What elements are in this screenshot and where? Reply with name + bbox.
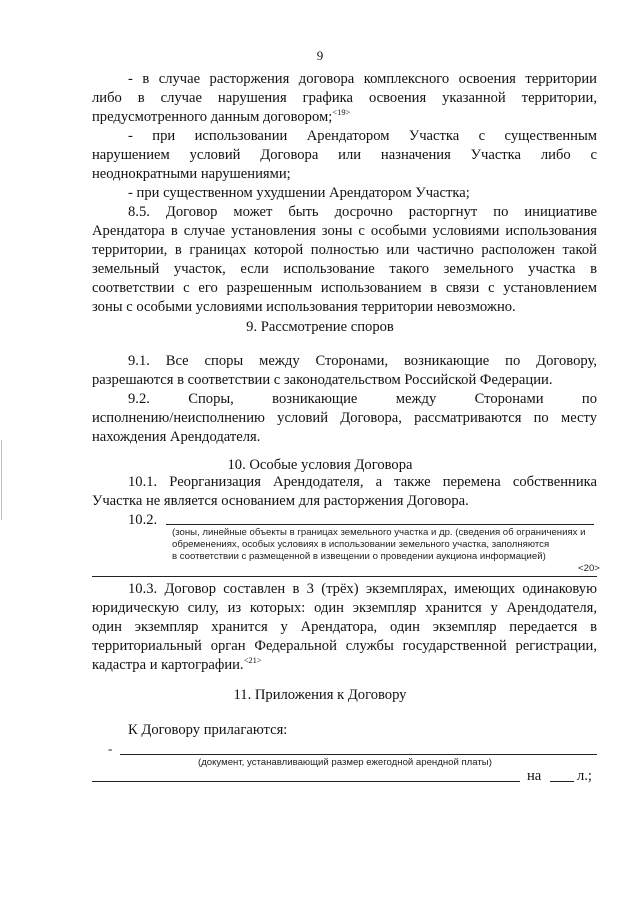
- text-line-content: предусмотренного данным договором;: [92, 109, 333, 125]
- text-line: исполнению/неисполнению условий Договора, рассматриваются по месту: [92, 410, 597, 426]
- footnote-ref: <20>: [578, 563, 600, 574]
- attachment-caption: (документ, устанавливающий размер ежегодной арендной платы): [198, 757, 492, 768]
- text-line: 9.1. Все споры между Сторонами, возникающие по Договору,: [128, 353, 597, 369]
- text-line: нахождения Арендодателя.: [92, 429, 261, 445]
- text-line-content: кадастра и картографии.: [92, 657, 244, 673]
- footnote-ref: <21>: [243, 656, 262, 666]
- attachments-intro: К Договору прилагаются:: [128, 722, 288, 738]
- on-label: на: [527, 768, 542, 784]
- footnote-ref: <19>: [332, 108, 351, 118]
- text-line: - при существенном ухудшении Арендатором Участка;: [128, 185, 470, 201]
- text-line: юридическую силу, из которых: один экземпляр хранится у Арендодателя,: [92, 600, 597, 616]
- sheet-count-line: [550, 781, 574, 782]
- note-line: (зоны, линейные объекты в границах земельного участка и др. (сведения об ограничениях и: [172, 527, 586, 538]
- text-line: зоны с особыми условиями использования территории невозможно.: [92, 299, 516, 315]
- text-line: 9.2. Споры, возникающие между Сторонами по: [128, 391, 597, 407]
- fill-in-line: [92, 781, 520, 782]
- text-line: - при использовании Арендатором Участка с существенным: [128, 128, 597, 144]
- text-line: неоднократными нарушениями;: [92, 166, 291, 182]
- text-line: один экземпляр хранится у Арендатора, один экземпляр передается в: [92, 619, 597, 635]
- text-line: 10.3. Договор составлен в 3 (трёх) экземплярах, имеющих одинаковую: [128, 581, 597, 597]
- text-line: 8.5. Договор может быть досрочно расторгнут по инициативе: [128, 204, 597, 220]
- text-line: земельный участок, если использование такого земельного участка в: [92, 261, 597, 277]
- paragraph-termination-complex-development: [92, 70, 597, 127]
- fill-in-line: [92, 576, 597, 577]
- text-line: Участка не является основанием для расторжения Договора.: [92, 493, 469, 509]
- text-line: 10.1. Реорганизация Арендодателя, а также перемена собственника: [128, 474, 597, 490]
- section-10-title: 10. Особые условия Договора: [227, 457, 413, 473]
- list-dash: -: [108, 741, 113, 756]
- text-line: нарушением условий Договора или назначения Участка либо с: [92, 147, 597, 163]
- section-9-title: 9. Рассмотрение споров: [246, 319, 394, 335]
- section-11-title: 11. Приложения к Договору: [233, 687, 407, 703]
- paragraph-10-2-label: 10.2.: [128, 512, 158, 528]
- fill-in-line: [166, 524, 594, 525]
- note-line: в соответствии с размещенной в извещении о проведении аукциона информацией): [172, 551, 546, 562]
- text-line: территориальный орган Федеральной службы государственной регистрации,: [92, 638, 597, 654]
- text-line: соответствии с его разрешенным использованием в связи с установлением: [92, 280, 597, 296]
- sheets-label: л.;: [577, 768, 592, 784]
- paragraph-deterioration: [92, 184, 597, 203]
- page-number: 9: [316, 48, 324, 63]
- paragraph-10-2-note: [172, 527, 597, 563]
- note-line: обременениях, особых условиях в использовании земельного участка, заполняются: [172, 539, 550, 550]
- text-line: [92, 108, 597, 127]
- paragraph-9-2: [92, 390, 597, 447]
- text-line: территории, в границах которой полностью или частично расположен такой: [92, 242, 597, 258]
- paragraph-8-5: [92, 203, 597, 317]
- fill-in-line: [120, 754, 597, 755]
- text-line: разрешаются в соответствии с законодательством Российской Федерации.: [92, 372, 553, 388]
- paragraph-10-1: [92, 473, 597, 511]
- paragraph-violation-of-terms: [92, 127, 597, 184]
- text-line: [92, 656, 597, 675]
- text-line: - в случае расторжения договора комплексного освоения территории: [128, 71, 597, 87]
- scan-edge-mark: [1, 440, 2, 520]
- paragraph-9-1: [92, 352, 597, 390]
- paragraph-10-3: [92, 580, 597, 675]
- text-line: Арендатора в случае установления зоны с особыми условиями использования: [92, 223, 597, 239]
- text-line: либо в случае нарушения графика освоения указанной территории,: [92, 90, 597, 106]
